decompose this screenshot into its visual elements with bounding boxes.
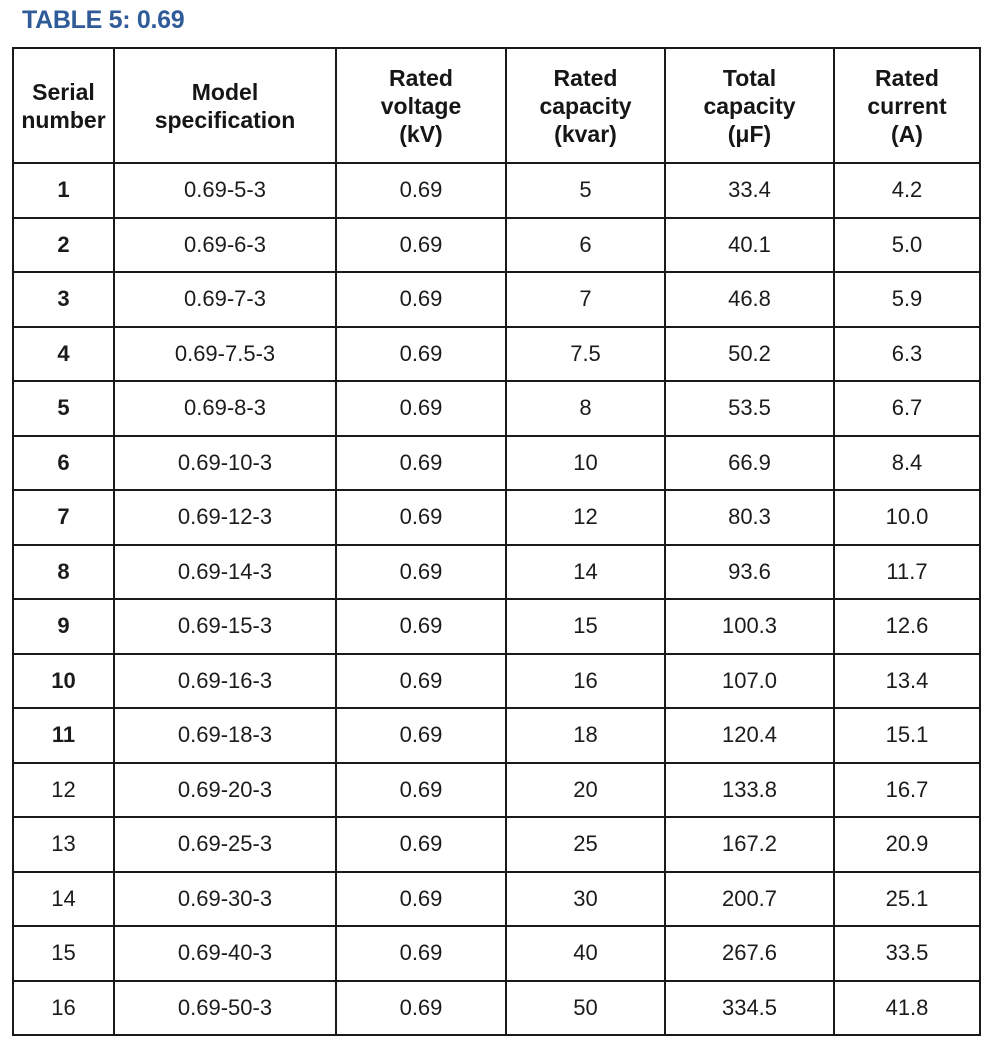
cell-total-capacity: 46.8 [665,272,834,327]
cell-rated-capacity: 12 [506,490,665,545]
cell-serial-number: 8 [13,545,114,600]
cell-rated-current: 8.4 [834,436,980,491]
header-row [13,48,980,163]
table-row [13,981,980,1036]
cell-serial-number: 2 [13,218,114,273]
cell-rated-current: 11.7 [834,545,980,600]
cell-rated-capacity: 40 [506,926,665,981]
cell-serial-number: 6 [13,436,114,491]
cell-total-capacity: 40.1 [665,218,834,273]
cell-model-specification: 0.69-16-3 [114,654,336,709]
cell-serial-number: 5 [13,381,114,436]
cell-rated-voltage: 0.69 [336,654,506,709]
cell-rated-current: 10.0 [834,490,980,545]
cell-rated-capacity: 5 [506,163,665,218]
table-row [13,490,980,545]
cell-rated-current: 25.1 [834,872,980,927]
cell-serial-number: 15 [13,926,114,981]
cell-serial-number: 13 [13,817,114,872]
cell-rated-capacity: 50 [506,981,665,1036]
cell-rated-voltage: 0.69 [336,218,506,273]
cell-rated-current: 13.4 [834,654,980,709]
cell-model-specification: 0.69-10-3 [114,436,336,491]
cell-rated-voltage: 0.69 [336,545,506,600]
cell-rated-capacity: 18 [506,708,665,763]
cell-rated-voltage: 0.69 [336,381,506,436]
cell-model-specification: 0.69-30-3 [114,872,336,927]
table-row [13,872,980,927]
cell-rated-current: 16.7 [834,763,980,818]
cell-serial-number: 4 [13,327,114,382]
cell-rated-current: 20.9 [834,817,980,872]
cell-rated-capacity: 7.5 [506,327,665,382]
cell-model-specification: 0.69-18-3 [114,708,336,763]
cell-total-capacity: 53.5 [665,381,834,436]
cell-total-capacity: 33.4 [665,163,834,218]
cell-serial-number: 3 [13,272,114,327]
cell-total-capacity: 200.7 [665,872,834,927]
cell-serial-number: 9 [13,599,114,654]
cell-model-specification: 0.69-8-3 [114,381,336,436]
cell-serial-number: 14 [13,872,114,927]
cell-model-specification: 0.69-50-3 [114,981,336,1036]
cell-rated-capacity: 15 [506,599,665,654]
table-row [13,436,980,491]
cell-total-capacity: 50.2 [665,327,834,382]
cell-rated-current: 5.9 [834,272,980,327]
cell-model-specification: 0.69-5-3 [114,163,336,218]
cell-total-capacity: 120.4 [665,708,834,763]
cell-rated-current: 6.7 [834,381,980,436]
cell-rated-capacity: 20 [506,763,665,818]
cell-rated-capacity: 7 [506,272,665,327]
cell-rated-current: 4.2 [834,163,980,218]
cell-serial-number: 16 [13,981,114,1036]
header-rated-voltage: Rated voltage (kV) [336,48,506,163]
cell-rated-capacity: 10 [506,436,665,491]
cell-rated-voltage: 0.69 [336,599,506,654]
table-row [13,163,980,218]
cell-model-specification: 0.69-6-3 [114,218,336,273]
table-row [13,218,980,273]
cell-rated-voltage: 0.69 [336,490,506,545]
cell-model-specification: 0.69-15-3 [114,599,336,654]
cell-rated-current: 33.5 [834,926,980,981]
cell-total-capacity: 167.2 [665,817,834,872]
table-row [13,708,980,763]
page-title: TABLE 5: 0.69 [22,6,185,34]
cell-rated-current: 5.0 [834,218,980,273]
cell-total-capacity: 107.0 [665,654,834,709]
table-row [13,926,980,981]
cell-rated-voltage: 0.69 [336,763,506,818]
cell-rated-voltage: 0.69 [336,708,506,763]
cell-model-specification: 0.69-25-3 [114,817,336,872]
table-row [13,327,980,382]
cell-total-capacity: 93.6 [665,545,834,600]
cell-total-capacity: 133.8 [665,763,834,818]
cell-serial-number: 10 [13,654,114,709]
cell-model-specification: 0.69-20-3 [114,763,336,818]
header-rated-capacity: Rated capacity (kvar) [506,48,665,163]
table-row [13,599,980,654]
cell-rated-capacity: 16 [506,654,665,709]
table-row [13,272,980,327]
table-body [13,163,980,1035]
cell-serial-number: 11 [13,708,114,763]
cell-serial-number: 12 [13,763,114,818]
table-row [13,817,980,872]
cell-rated-voltage: 0.69 [336,436,506,491]
table-row [13,763,980,818]
cell-rated-voltage: 0.69 [336,163,506,218]
spec-table [12,47,981,1036]
cell-rated-capacity: 25 [506,817,665,872]
cell-rated-capacity: 30 [506,872,665,927]
cell-rated-current: 41.8 [834,981,980,1036]
cell-rated-capacity: 6 [506,218,665,273]
table-row [13,381,980,436]
cell-total-capacity: 334.5 [665,981,834,1036]
cell-rated-current: 15.1 [834,708,980,763]
header-model-specification: Model specification [114,48,336,163]
cell-rated-current: 6.3 [834,327,980,382]
cell-serial-number: 7 [13,490,114,545]
header-rated-current: Rated current (A) [834,48,980,163]
cell-model-specification: 0.69-12-3 [114,490,336,545]
cell-model-specification: 0.69-7-3 [114,272,336,327]
cell-rated-voltage: 0.69 [336,272,506,327]
table-row [13,654,980,709]
table-header [13,48,980,163]
cell-rated-voltage: 0.69 [336,872,506,927]
cell-rated-voltage: 0.69 [336,926,506,981]
cell-total-capacity: 267.6 [665,926,834,981]
cell-model-specification: 0.69-40-3 [114,926,336,981]
header-serial-number: Serial number [13,48,114,163]
cell-rated-voltage: 0.69 [336,817,506,872]
cell-total-capacity: 80.3 [665,490,834,545]
cell-rated-capacity: 8 [506,381,665,436]
cell-model-specification: 0.69-14-3 [114,545,336,600]
header-total-capacity: Total capacity (μF) [665,48,834,163]
cell-serial-number: 1 [13,163,114,218]
cell-rated-voltage: 0.69 [336,327,506,382]
cell-rated-voltage: 0.69 [336,981,506,1036]
table-row [13,545,980,600]
cell-rated-current: 12.6 [834,599,980,654]
cell-rated-capacity: 14 [506,545,665,600]
cell-model-specification: 0.69-7.5-3 [114,327,336,382]
cell-total-capacity: 100.3 [665,599,834,654]
cell-total-capacity: 66.9 [665,436,834,491]
